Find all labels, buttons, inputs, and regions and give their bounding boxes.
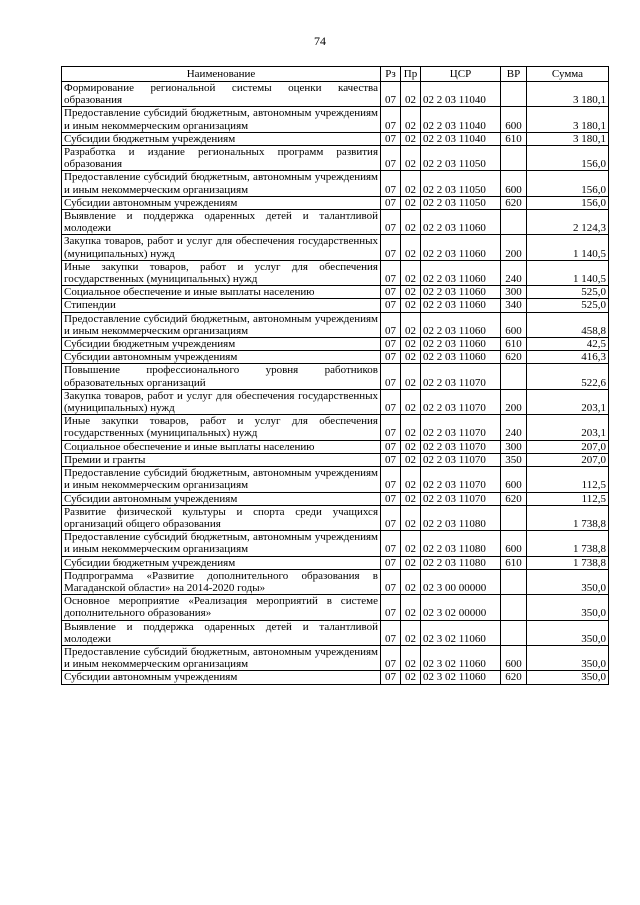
cell-csr: 02 2 03 11040 bbox=[421, 107, 501, 132]
cell-rz: 07 bbox=[381, 620, 401, 645]
cell-rz: 07 bbox=[381, 196, 401, 209]
cell-pr: 02 bbox=[401, 196, 421, 209]
cell-name: Закупка товаров, работ и услуг для обеспечения государственных (муниципальных) нужд bbox=[62, 389, 381, 414]
cell-vr: 340 bbox=[501, 299, 527, 312]
cell-vr: 350 bbox=[501, 453, 527, 466]
cell-csr: 02 3 02 11060 bbox=[421, 671, 501, 684]
cell-name: Повышение профессионального уровня работников образовательных организаций bbox=[62, 364, 381, 389]
table-row bbox=[62, 171, 609, 196]
cell-pr: 02 bbox=[401, 556, 421, 569]
table-row bbox=[62, 569, 609, 594]
cell-name: Субсидии автономным учреждениям bbox=[62, 351, 381, 364]
cell-rz: 07 bbox=[381, 492, 401, 505]
table-row bbox=[62, 351, 609, 364]
cell-vr: 600 bbox=[501, 531, 527, 556]
cell-name: Предоставление субсидий бюджетным, автономным учреждениям и иным некоммерческим организациям bbox=[62, 467, 381, 492]
cell-sum: 207,0 bbox=[527, 453, 609, 466]
cell-vr: 620 bbox=[501, 351, 527, 364]
table-row bbox=[62, 299, 609, 312]
cell-rz: 07 bbox=[381, 132, 401, 145]
cell-sum: 350,0 bbox=[527, 645, 609, 670]
cell-pr: 02 bbox=[401, 351, 421, 364]
cell-pr: 02 bbox=[401, 645, 421, 670]
cell-rz: 07 bbox=[381, 389, 401, 414]
cell-pr: 02 bbox=[401, 82, 421, 107]
cell-rz: 07 bbox=[381, 235, 401, 260]
cell-vr: 620 bbox=[501, 492, 527, 505]
cell-name: Социальное обеспечение и иные выплаты населению bbox=[62, 286, 381, 299]
cell-csr: 02 2 03 11070 bbox=[421, 389, 501, 414]
cell-rz: 07 bbox=[381, 312, 401, 337]
cell-vr bbox=[501, 146, 527, 171]
table-row bbox=[62, 82, 609, 107]
cell-pr: 02 bbox=[401, 132, 421, 145]
cell-rz: 07 bbox=[381, 645, 401, 670]
cell-csr: 02 3 02 00000 bbox=[421, 595, 501, 620]
header-vr: ВР bbox=[501, 67, 527, 82]
table-row bbox=[62, 531, 609, 556]
table-row bbox=[62, 338, 609, 351]
cell-name: Выявление и поддержка одаренных детей и талантливой молодежи bbox=[62, 210, 381, 235]
cell-sum: 1 738,8 bbox=[527, 531, 609, 556]
cell-rz: 07 bbox=[381, 595, 401, 620]
cell-name: Субсидии автономным учреждениям bbox=[62, 196, 381, 209]
cell-pr: 02 bbox=[401, 171, 421, 196]
cell-csr: 02 2 03 11060 bbox=[421, 338, 501, 351]
cell-rz: 07 bbox=[381, 82, 401, 107]
cell-vr: 610 bbox=[501, 132, 527, 145]
cell-pr: 02 bbox=[401, 671, 421, 684]
cell-pr: 02 bbox=[401, 338, 421, 351]
cell-rz: 07 bbox=[381, 351, 401, 364]
cell-vr: 600 bbox=[501, 645, 527, 670]
cell-pr: 02 bbox=[401, 453, 421, 466]
cell-name: Предоставление субсидий бюджетным, автономным учреждениям и иным некоммерческим организациям bbox=[62, 107, 381, 132]
cell-name: Иные закупки товаров, работ и услуг для обеспечения государственных (муниципальных) нужд bbox=[62, 415, 381, 440]
cell-rz: 07 bbox=[381, 556, 401, 569]
cell-csr: 02 2 03 11080 bbox=[421, 531, 501, 556]
cell-pr: 02 bbox=[401, 492, 421, 505]
cell-vr: 610 bbox=[501, 338, 527, 351]
cell-vr: 600 bbox=[501, 467, 527, 492]
cell-sum: 525,0 bbox=[527, 286, 609, 299]
cell-pr: 02 bbox=[401, 415, 421, 440]
cell-name: Субсидии бюджетным учреждениям bbox=[62, 338, 381, 351]
table-header bbox=[62, 67, 609, 82]
cell-vr bbox=[501, 210, 527, 235]
budget-table bbox=[61, 66, 609, 685]
cell-csr: 02 2 03 11060 bbox=[421, 286, 501, 299]
cell-sum: 350,0 bbox=[527, 671, 609, 684]
cell-name: Предоставление субсидий бюджетным, автономным учреждениям и иным некоммерческим организациям bbox=[62, 645, 381, 670]
cell-sum: 350,0 bbox=[527, 620, 609, 645]
cell-vr: 240 bbox=[501, 415, 527, 440]
cell-rz: 07 bbox=[381, 338, 401, 351]
header-sum: Сумма bbox=[527, 67, 609, 82]
cell-csr: 02 2 03 11070 bbox=[421, 415, 501, 440]
cell-name: Субсидии автономным учреждениям bbox=[62, 671, 381, 684]
cell-vr: 620 bbox=[501, 671, 527, 684]
cell-name: Предоставление субсидий бюджетным, автономным учреждениям и иным некоммерческим организациям bbox=[62, 531, 381, 556]
cell-vr: 200 bbox=[501, 389, 527, 414]
cell-vr bbox=[501, 505, 527, 530]
cell-name: Развитие физической культуры и спорта среди учащихся организаций общего образования bbox=[62, 505, 381, 530]
page-number: 74 bbox=[314, 34, 326, 48]
cell-sum: 156,0 bbox=[527, 146, 609, 171]
table-row bbox=[62, 107, 609, 132]
cell-sum: 156,0 bbox=[527, 196, 609, 209]
cell-sum: 458,8 bbox=[527, 312, 609, 337]
cell-pr: 02 bbox=[401, 440, 421, 453]
cell-csr: 02 2 03 11060 bbox=[421, 351, 501, 364]
cell-rz: 07 bbox=[381, 531, 401, 556]
table-row bbox=[62, 505, 609, 530]
table-row bbox=[62, 389, 609, 414]
cell-name: Разработка и издание региональных программ развития образования bbox=[62, 146, 381, 171]
cell-vr: 300 bbox=[501, 286, 527, 299]
cell-rz: 07 bbox=[381, 569, 401, 594]
cell-vr bbox=[501, 82, 527, 107]
cell-pr: 02 bbox=[401, 146, 421, 171]
cell-name: Социальное обеспечение и иные выплаты населению bbox=[62, 440, 381, 453]
cell-sum: 3 180,1 bbox=[527, 82, 609, 107]
table-row bbox=[62, 415, 609, 440]
cell-name: Предоставление субсидий бюджетным, автономным учреждениям и иным некоммерческим организациям bbox=[62, 312, 381, 337]
table-row bbox=[62, 286, 609, 299]
cell-pr: 02 bbox=[401, 389, 421, 414]
cell-csr: 02 2 03 11080 bbox=[421, 505, 501, 530]
cell-csr: 02 3 02 11060 bbox=[421, 620, 501, 645]
cell-name: Выявление и поддержка одаренных детей и талантливой молодежи bbox=[62, 620, 381, 645]
cell-name: Формирование региональной системы оценки качества образования bbox=[62, 82, 381, 107]
cell-csr: 02 3 00 00000 bbox=[421, 569, 501, 594]
cell-name: Субсидии автономным учреждениям bbox=[62, 492, 381, 505]
cell-csr: 02 2 03 11060 bbox=[421, 235, 501, 260]
cell-pr: 02 bbox=[401, 620, 421, 645]
cell-sum: 3 180,1 bbox=[527, 132, 609, 145]
cell-pr: 02 bbox=[401, 505, 421, 530]
table-row bbox=[62, 364, 609, 389]
table-row bbox=[62, 312, 609, 337]
cell-vr: 600 bbox=[501, 312, 527, 337]
cell-rz: 07 bbox=[381, 210, 401, 235]
table-row bbox=[62, 132, 609, 145]
cell-rz: 07 bbox=[381, 505, 401, 530]
cell-sum: 203,1 bbox=[527, 415, 609, 440]
cell-csr: 02 2 03 11050 bbox=[421, 171, 501, 196]
cell-csr: 02 2 03 11050 bbox=[421, 146, 501, 171]
table-row bbox=[62, 196, 609, 209]
cell-pr: 02 bbox=[401, 531, 421, 556]
cell-pr: 02 bbox=[401, 299, 421, 312]
header-name: Наименование bbox=[62, 67, 381, 82]
cell-sum: 350,0 bbox=[527, 569, 609, 594]
cell-pr: 02 bbox=[401, 260, 421, 285]
table-row bbox=[62, 440, 609, 453]
cell-rz: 07 bbox=[381, 364, 401, 389]
table-row bbox=[62, 595, 609, 620]
cell-vr: 240 bbox=[501, 260, 527, 285]
cell-name: Основное мероприятие «Реализация мероприятий в системе дополнительного образования» bbox=[62, 595, 381, 620]
cell-name: Субсидии бюджетным учреждениям bbox=[62, 132, 381, 145]
cell-csr: 02 2 03 11070 bbox=[421, 364, 501, 389]
cell-name: Подпрограмма «Развитие дополнительного образования в Магаданской области» на 2014-2020 годы» bbox=[62, 569, 381, 594]
cell-pr: 02 bbox=[401, 107, 421, 132]
cell-sum: 1 140,5 bbox=[527, 260, 609, 285]
cell-rz: 07 bbox=[381, 467, 401, 492]
cell-pr: 02 bbox=[401, 210, 421, 235]
table-row bbox=[62, 467, 609, 492]
cell-name: Закупка товаров, работ и услуг для обеспечения государственных (муниципальных) нужд bbox=[62, 235, 381, 260]
cell-csr: 02 2 03 11050 bbox=[421, 196, 501, 209]
cell-pr: 02 bbox=[401, 235, 421, 260]
cell-pr: 02 bbox=[401, 312, 421, 337]
cell-sum: 2 124,3 bbox=[527, 210, 609, 235]
cell-rz: 07 bbox=[381, 171, 401, 196]
cell-csr: 02 3 02 11060 bbox=[421, 645, 501, 670]
cell-pr: 02 bbox=[401, 467, 421, 492]
table-row bbox=[62, 235, 609, 260]
header-row bbox=[62, 67, 609, 82]
cell-rz: 07 bbox=[381, 286, 401, 299]
cell-vr bbox=[501, 620, 527, 645]
cell-csr: 02 2 03 11060 bbox=[421, 260, 501, 285]
cell-vr bbox=[501, 364, 527, 389]
cell-sum: 3 180,1 bbox=[527, 107, 609, 132]
cell-rz: 07 bbox=[381, 415, 401, 440]
header-pr: Пр bbox=[401, 67, 421, 82]
cell-name: Предоставление субсидий бюджетным, автономным учреждениям и иным некоммерческим организациям bbox=[62, 171, 381, 196]
cell-pr: 02 bbox=[401, 364, 421, 389]
cell-sum: 156,0 bbox=[527, 171, 609, 196]
cell-vr: 600 bbox=[501, 107, 527, 132]
cell-csr: 02 2 03 11060 bbox=[421, 299, 501, 312]
table-row bbox=[62, 645, 609, 670]
table-row bbox=[62, 492, 609, 505]
table-row bbox=[62, 556, 609, 569]
cell-rz: 07 bbox=[381, 453, 401, 466]
cell-name: Иные закупки товаров, работ и услуг для обеспечения государственных (муниципальных) нужд bbox=[62, 260, 381, 285]
cell-rz: 07 bbox=[381, 299, 401, 312]
cell-sum: 350,0 bbox=[527, 595, 609, 620]
header-csr: ЦСР bbox=[421, 67, 501, 82]
cell-vr: 600 bbox=[501, 171, 527, 196]
table-row bbox=[62, 260, 609, 285]
cell-vr: 610 bbox=[501, 556, 527, 569]
cell-pr: 02 bbox=[401, 286, 421, 299]
cell-csr: 02 2 03 11080 bbox=[421, 556, 501, 569]
cell-rz: 07 bbox=[381, 107, 401, 132]
cell-pr: 02 bbox=[401, 569, 421, 594]
table-row bbox=[62, 620, 609, 645]
cell-sum: 112,5 bbox=[527, 467, 609, 492]
cell-csr: 02 2 03 11070 bbox=[421, 467, 501, 492]
cell-csr: 02 2 03 11070 bbox=[421, 492, 501, 505]
cell-vr: 300 bbox=[501, 440, 527, 453]
cell-csr: 02 2 03 11060 bbox=[421, 312, 501, 337]
cell-vr bbox=[501, 595, 527, 620]
cell-rz: 07 bbox=[381, 146, 401, 171]
cell-sum: 203,1 bbox=[527, 389, 609, 414]
cell-name: Премии и гранты bbox=[62, 453, 381, 466]
cell-name: Субсидии бюджетным учреждениям bbox=[62, 556, 381, 569]
cell-sum: 1 738,8 bbox=[527, 505, 609, 530]
cell-name: Стипендии bbox=[62, 299, 381, 312]
cell-sum: 522,6 bbox=[527, 364, 609, 389]
cell-sum: 525,0 bbox=[527, 299, 609, 312]
cell-csr: 02 2 03 11070 bbox=[421, 453, 501, 466]
header-rz: Рз bbox=[381, 67, 401, 82]
cell-vr: 620 bbox=[501, 196, 527, 209]
table-row bbox=[62, 671, 609, 684]
cell-pr: 02 bbox=[401, 595, 421, 620]
cell-csr: 02 2 03 11040 bbox=[421, 132, 501, 145]
cell-csr: 02 2 03 11060 bbox=[421, 210, 501, 235]
table-body bbox=[62, 82, 609, 685]
cell-vr: 200 bbox=[501, 235, 527, 260]
cell-rz: 07 bbox=[381, 440, 401, 453]
cell-rz: 07 bbox=[381, 671, 401, 684]
cell-sum: 207,0 bbox=[527, 440, 609, 453]
cell-sum: 42,5 bbox=[527, 338, 609, 351]
cell-csr: 02 2 03 11070 bbox=[421, 440, 501, 453]
cell-vr bbox=[501, 569, 527, 594]
cell-rz: 07 bbox=[381, 260, 401, 285]
table-row bbox=[62, 146, 609, 171]
table-row bbox=[62, 453, 609, 466]
cell-sum: 416,3 bbox=[527, 351, 609, 364]
cell-sum: 1 738,8 bbox=[527, 556, 609, 569]
cell-csr: 02 2 03 11040 bbox=[421, 82, 501, 107]
cell-sum: 1 140,5 bbox=[527, 235, 609, 260]
table-row bbox=[62, 210, 609, 235]
cell-sum: 112,5 bbox=[527, 492, 609, 505]
